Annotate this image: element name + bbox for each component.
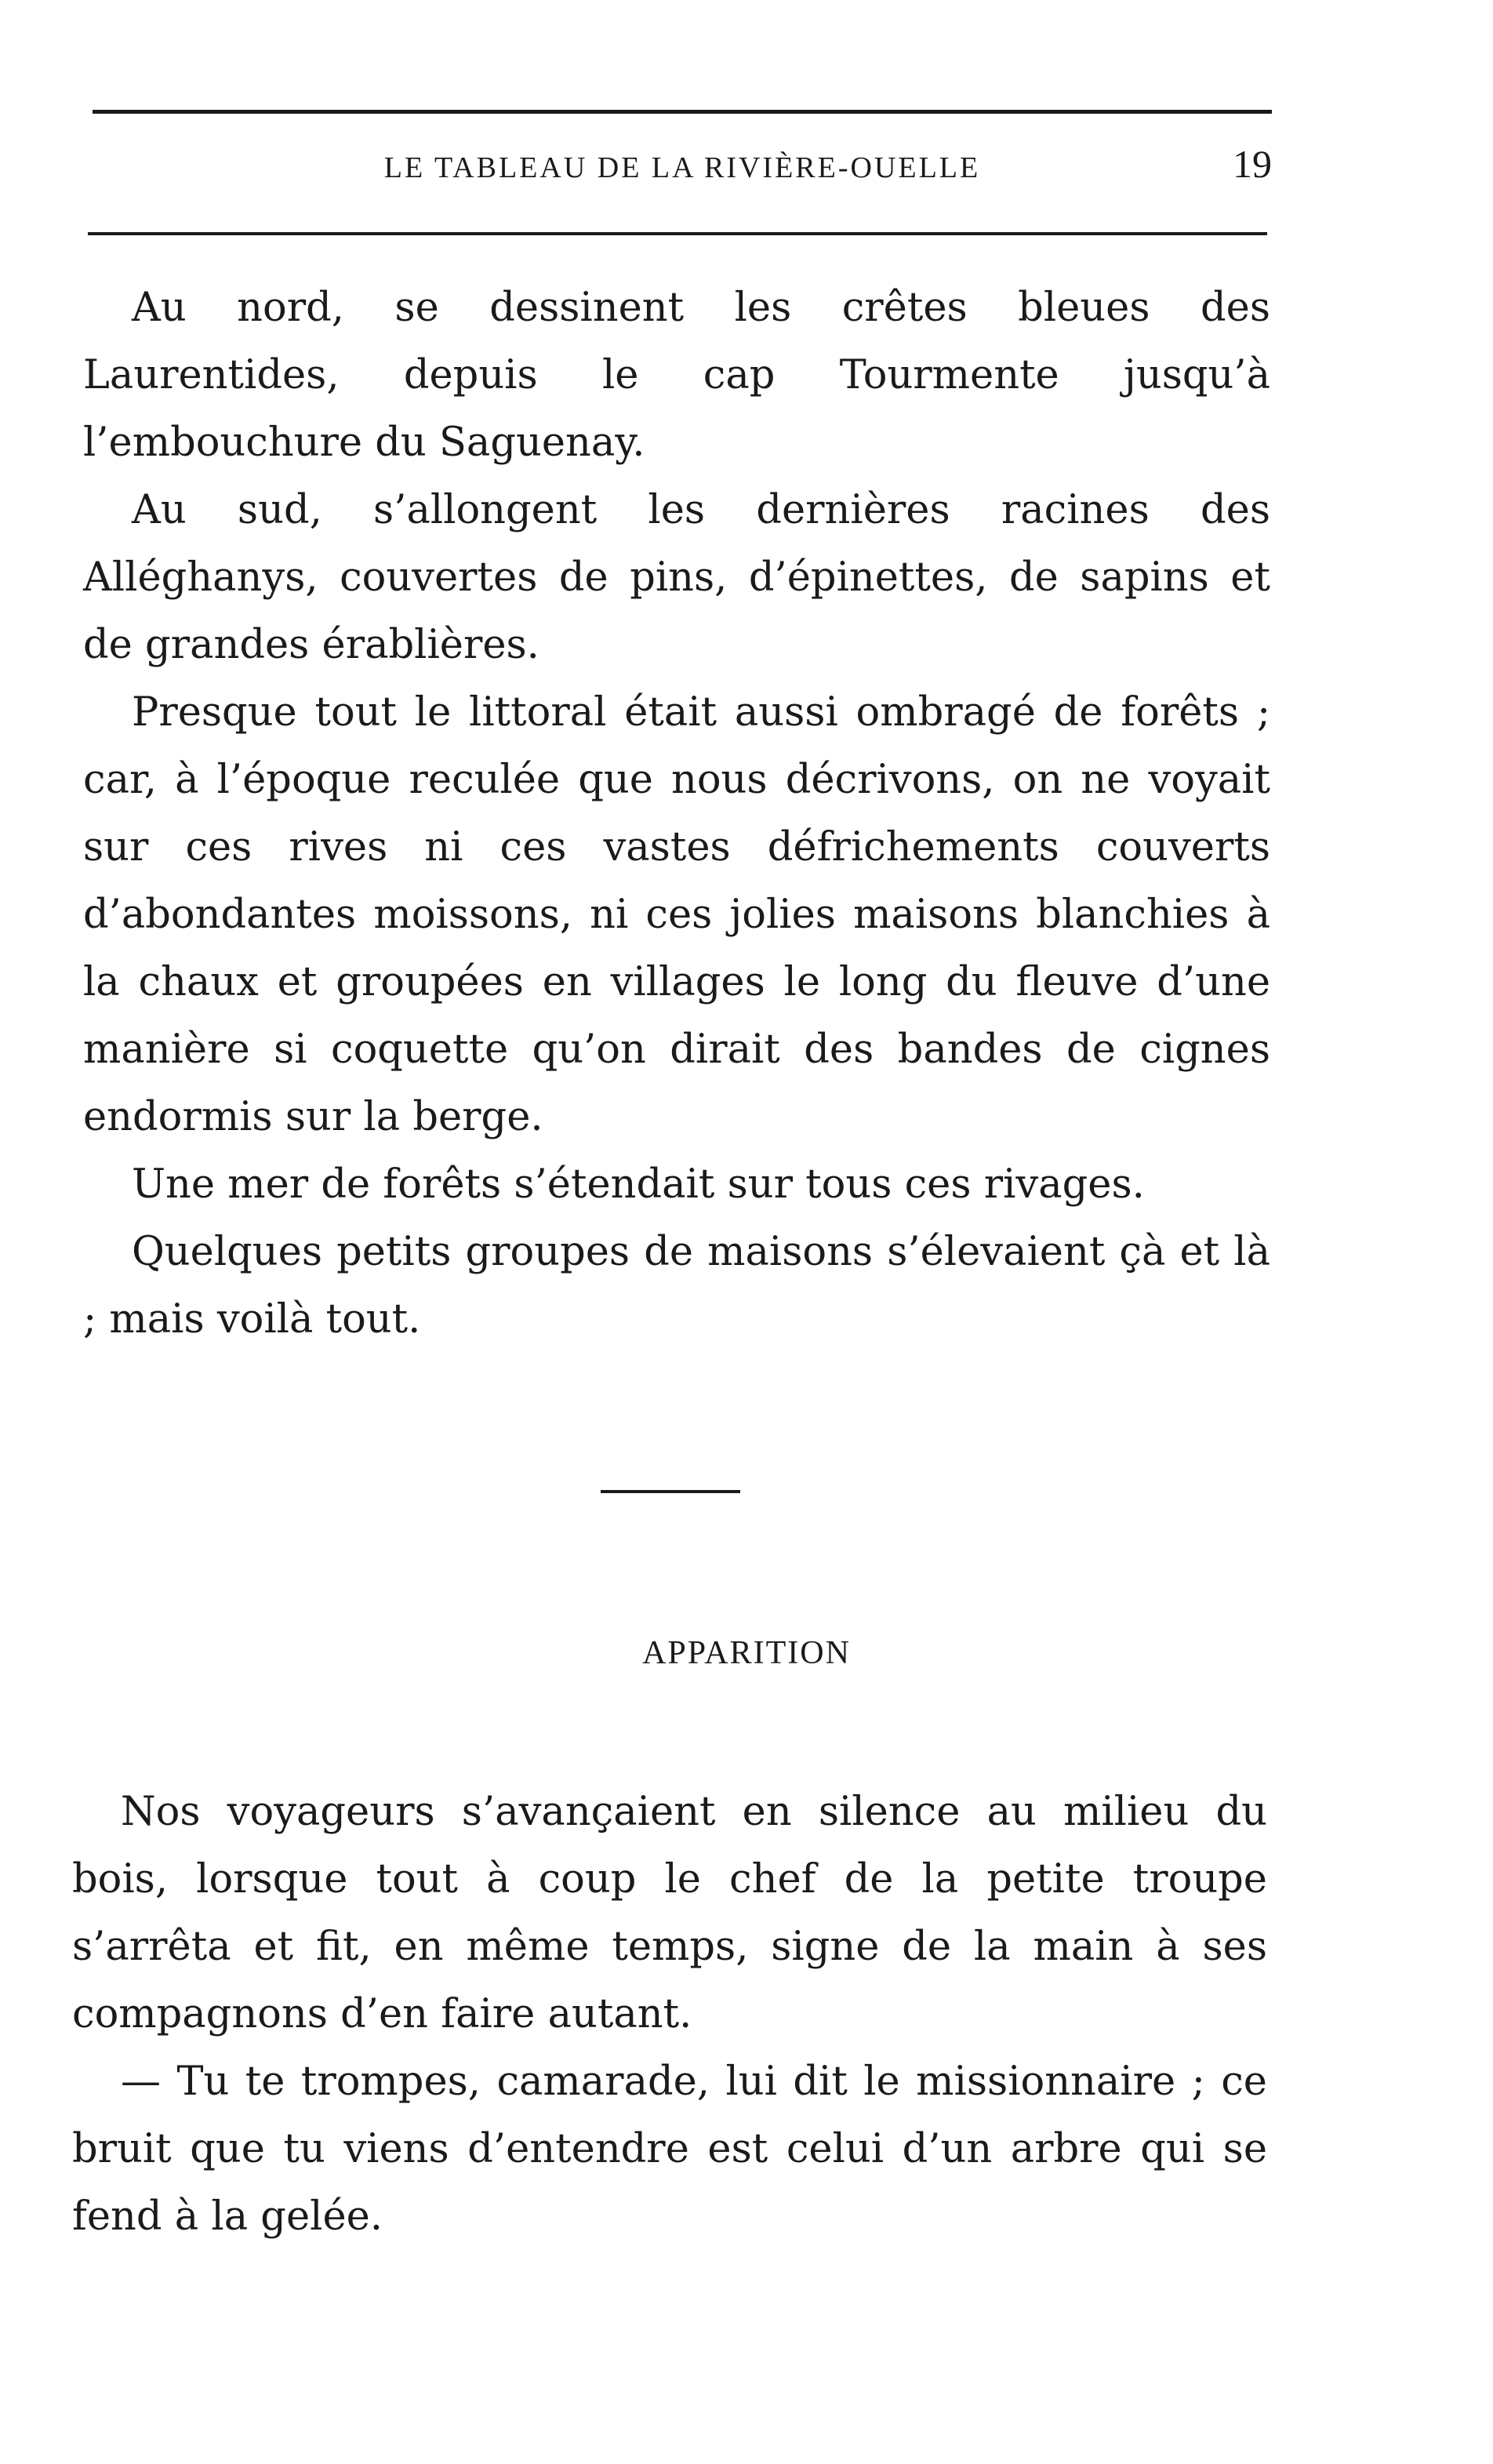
paragraph: Presque tout le littoral était aussi ombragé de forêts ; car, à l’époque reculée que nous décrivons, on ne voyait sur ces rives ni ces vastes défrichements couverts d’abondantes moissons, ni ces jolies maisons blanchies à la chaux et groupées en villages le long du fleuve d’une manière si coquette qu’on dirait des bandes de cignes endormis sur la berge.: [83, 689, 1270, 1140]
running-header: [93, 141, 1272, 196]
paragraph: Au nord, se dessinent les crêtes bleues des Laurentides, depuis le cap Tourmente jusqu’à l’embouchure du Saguenay.: [83, 285, 1270, 466]
paragraph: — Tu te trompes, camarade, lui dit le missionnaire ; ce bruit que tu viens d’entendre est celui d’un arbre qui se fend à la gelée.: [72, 2059, 1267, 2240]
section-divider: [601, 1490, 740, 1493]
paragraph: Au sud, s’allongent les dernières racines des Alléghanys, couvertes de pins, d’épinettes, de sapins et de grandes érablières.: [83, 487, 1270, 668]
top-rule: [93, 110, 1272, 114]
body-text-upper: [83, 274, 1270, 1354]
header-rule: [88, 232, 1267, 235]
paragraph: Une mer de forêts s’étendait sur tous ces rivages.: [132, 1161, 1145, 1208]
paragraph: Nos voyageurs s’avançaient en silence au milieu du bois, lorsque tout à coup le chef de la petite troupe s’arrêta et fit, en même temps, signe de la main à ses compagnons d’en faire autant.: [72, 1789, 1267, 2037]
section-title: APPARITION: [642, 1635, 851, 1671]
page-number: 19: [1233, 142, 1272, 186]
running-title: LE TABLEAU DE LA RIVIÈRE-OUELLE: [383, 151, 981, 184]
body-text-lower: [72, 1779, 1267, 2251]
paragraph: Quelques petits groupes de maisons s’élevaient çà et là ; mais voilà tout.: [83, 1229, 1270, 1343]
